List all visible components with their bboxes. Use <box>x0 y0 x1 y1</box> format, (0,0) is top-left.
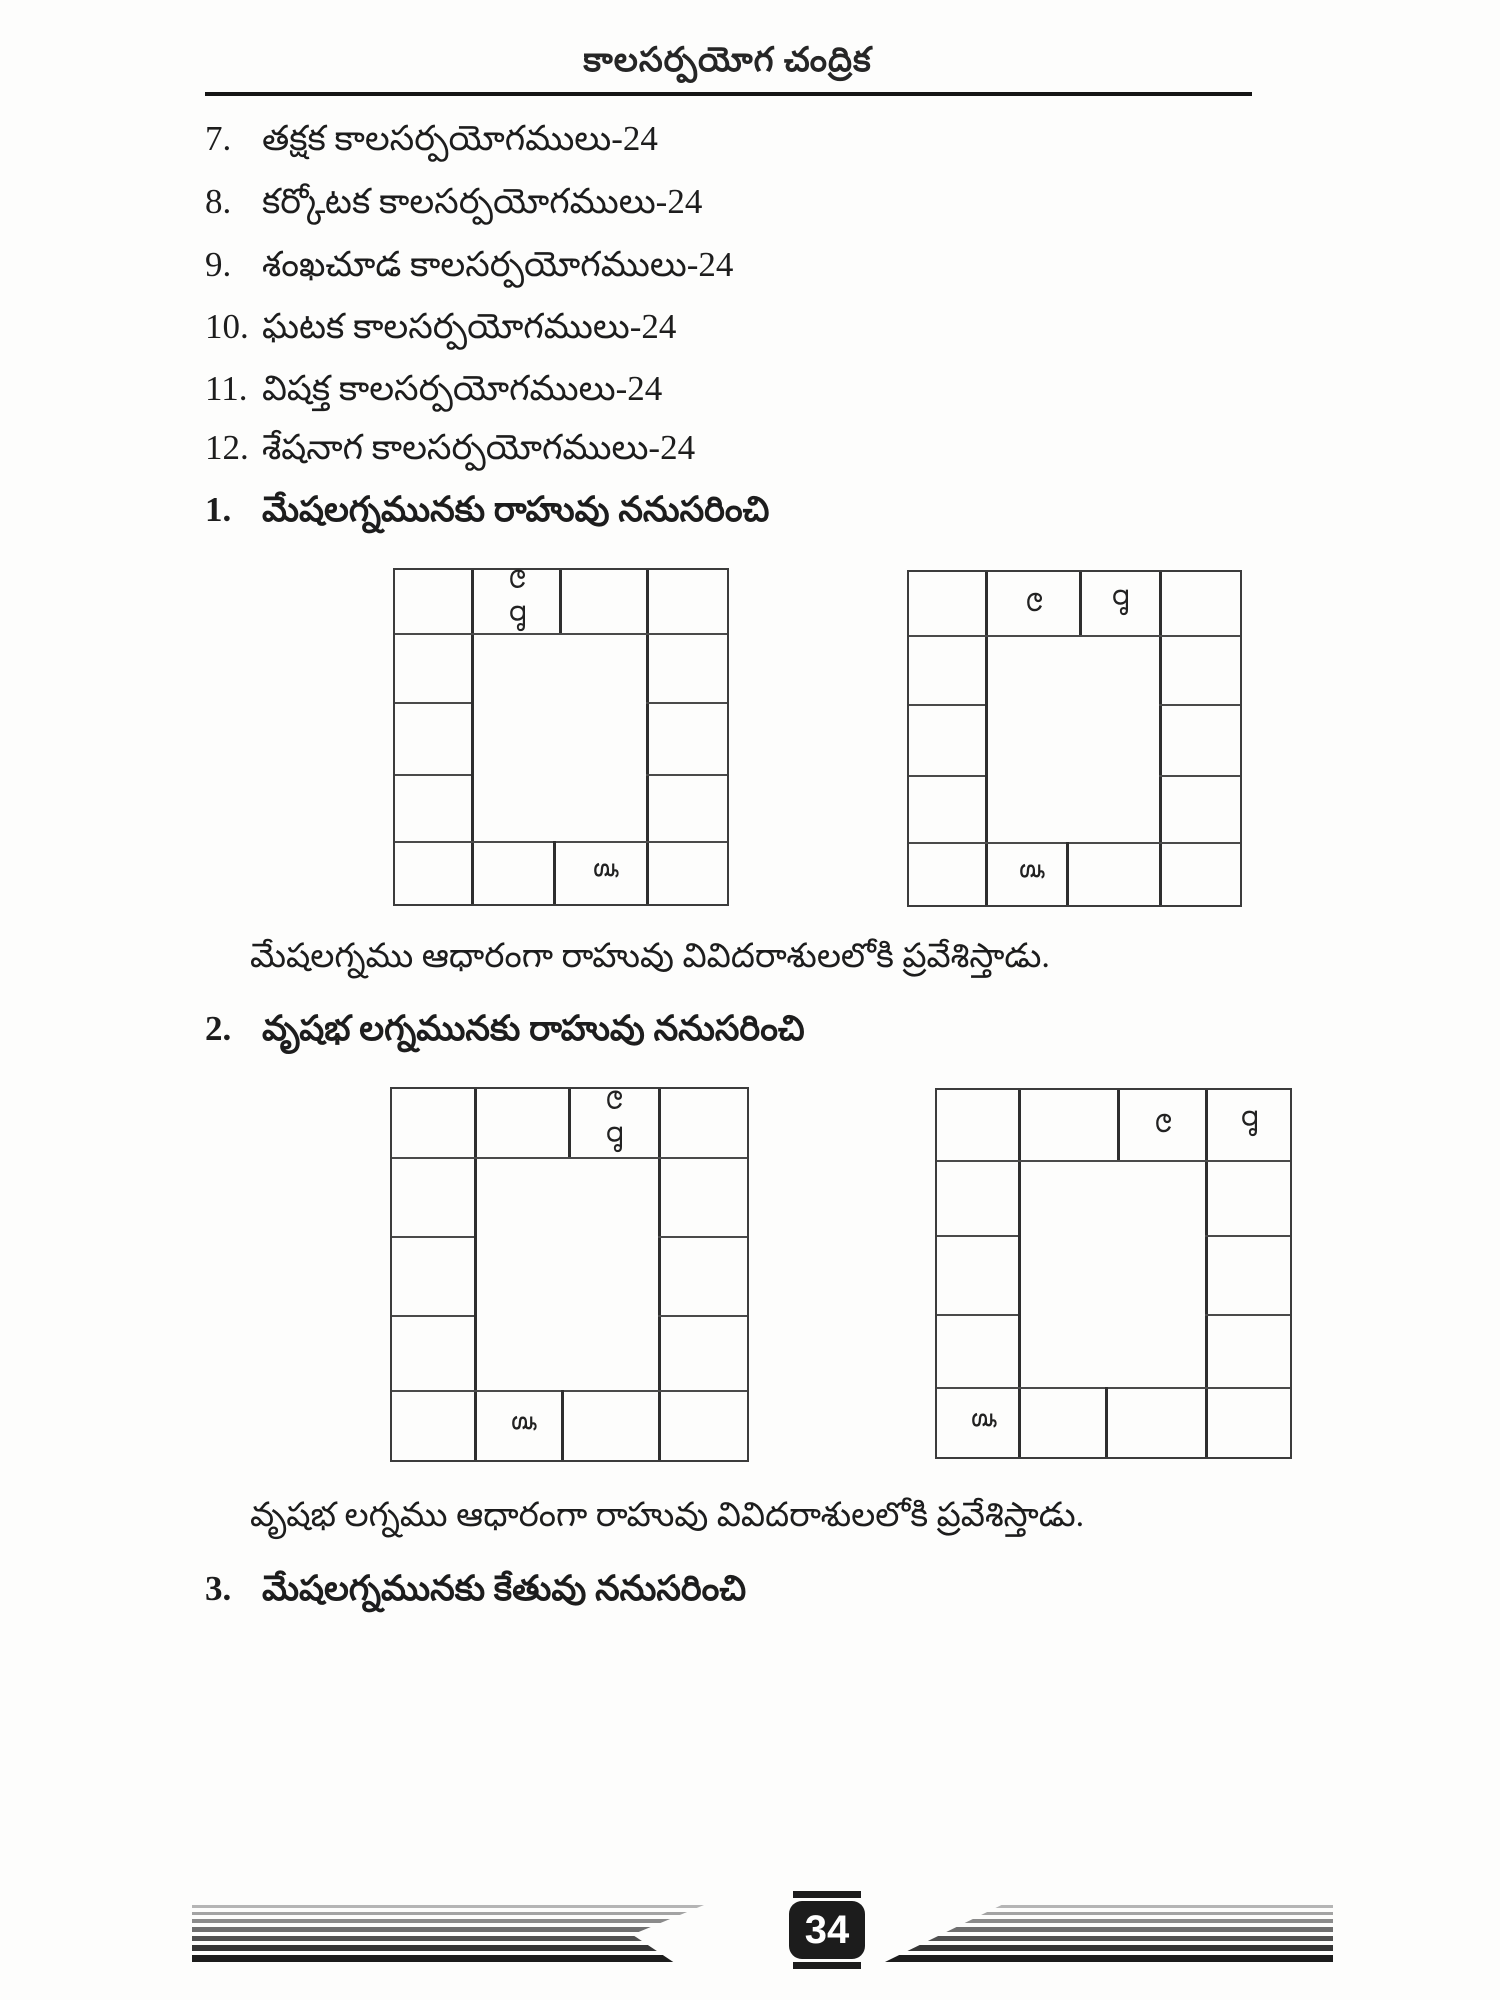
header-rule <box>205 92 1252 96</box>
section-number: 1. <box>205 490 232 529</box>
lagna-rahu-label: ల రా <box>503 568 536 636</box>
toc-item <box>205 181 702 223</box>
section-heading <box>205 1008 805 1050</box>
chart-cell-lagna <box>985 572 1079 635</box>
chart-line <box>937 1160 1290 1162</box>
section-number: 3. <box>205 1569 232 1608</box>
footer-ornament-right <box>885 1905 1333 1962</box>
section-heading-text: వృషభ లగ్నమునకు రాహువు ననుసరించి <box>262 1009 805 1048</box>
footer-stripe <box>885 1919 1333 1923</box>
chart-line <box>909 775 985 777</box>
toc-item-number: 11. <box>205 369 248 408</box>
chart-cell-lagna-rahu <box>568 1089 659 1157</box>
toc-item-text: శేషనాగ కాలసర్పయోగములు-24 <box>262 428 696 467</box>
footer-stripe <box>885 1905 1333 1908</box>
section-heading <box>205 489 769 531</box>
toc-item-text: కర్కోటక కాలసర్పయోగములు-24 <box>262 182 703 221</box>
chart-line <box>1205 1235 1290 1237</box>
footer-stripe <box>885 1927 1333 1932</box>
lagna-label: ల <box>1149 1112 1182 1138</box>
chart-line <box>395 702 471 704</box>
chart-cell-ketu <box>553 841 646 904</box>
chart-line <box>392 1157 747 1159</box>
toc-item-text: విషక్త కాలసర్పయోగములు-24 <box>262 369 663 408</box>
chart-line <box>646 774 727 776</box>
chart-line <box>1159 572 1162 905</box>
chart-line <box>392 1390 747 1392</box>
section-number: 2. <box>205 1009 232 1048</box>
chart-line <box>646 570 649 904</box>
chart-line <box>1159 704 1240 706</box>
chart-line <box>909 704 985 706</box>
rasi-chart-mesha-rahu-left <box>393 568 729 906</box>
chart-line <box>658 1315 747 1317</box>
chart-line <box>658 1089 661 1460</box>
chart-line <box>646 702 727 704</box>
section-heading-text: మేషలగ్నమునకు రాహువు ననుసరించి <box>262 490 770 529</box>
ketu-label: కే <box>505 1415 538 1435</box>
chart-line <box>1066 842 1069 905</box>
footer-stripe <box>885 1955 1333 1962</box>
chart-cell-ketu <box>474 1390 561 1460</box>
rahu-label: రా <box>1235 1109 1268 1141</box>
rahu-label: రా <box>1106 588 1139 620</box>
toc-item <box>205 306 676 348</box>
chart-cell-lagna-rahu <box>471 568 559 636</box>
toc-item <box>205 118 658 160</box>
chart-line <box>1205 1314 1290 1316</box>
chart-line <box>561 1390 564 1461</box>
chart-line <box>909 635 1240 637</box>
ketu-label: కే <box>965 1412 998 1432</box>
page-title: కాలసర్పయోగ చంద్రిక <box>583 42 872 79</box>
page-number-badge <box>789 1901 865 1959</box>
toc-item-text: తక్షక కాలసర్పయోగములు-24 <box>262 119 658 158</box>
footer-stripe <box>885 1945 1333 1951</box>
footer-stripe <box>192 1912 704 1915</box>
toc-item-text: ఘటక కాలసర్పయోగములు-24 <box>262 307 677 346</box>
chart-line <box>392 1236 474 1238</box>
chart-line <box>395 633 727 635</box>
footer-stripe <box>192 1919 704 1923</box>
lagna-rahu-label: ల రా <box>600 1089 633 1157</box>
chart-line <box>1159 775 1240 777</box>
toc-item-number: 12. <box>205 428 249 467</box>
toc-item-number: 10. <box>205 307 249 346</box>
chart-line <box>392 1315 474 1317</box>
chart-line <box>909 842 1240 844</box>
chart-cell-ketu <box>985 842 1066 905</box>
chart-line <box>658 1236 747 1238</box>
toc-item-number: 7. <box>205 119 232 158</box>
chart-caption: మేషలగ్నము ఆధారంగా రాహువు వివిదరాశులలోకి ప్రవేశిస్తాడు. <box>250 938 1050 975</box>
toc-item <box>205 427 695 469</box>
chart-cell-rahu <box>1079 572 1159 635</box>
chart-cell-lagna <box>1117 1090 1205 1160</box>
toc-item-text: శంఖచూడ కాలసర్పయోగములు-24 <box>262 245 734 284</box>
footer-stripe <box>192 1945 704 1951</box>
footer-stripe <box>192 1905 704 1908</box>
footer-stripe <box>192 1936 704 1941</box>
toc-item <box>205 368 662 410</box>
page-number: 34 <box>804 1907 850 1952</box>
ketu-label: కే <box>587 862 620 882</box>
section-heading-text: మేషలగ్నమునకు కేతువు ననుసరించి <box>262 1569 747 1608</box>
footer-stripe <box>885 1912 1333 1915</box>
toc-item-number: 8. <box>205 182 232 221</box>
footer-stripe <box>192 1955 704 1962</box>
rasi-chart-vrushabha-rahu-right <box>935 1088 1292 1459</box>
chart-caption: వృషభ లగ్నము ఆధారంగా రాహువు వివిదరాశులలోకి ప్రవేశిస్తాడు. <box>250 1497 1085 1534</box>
rasi-chart-vrushabha-rahu-left <box>390 1087 749 1462</box>
ketu-label: కే <box>1013 863 1046 883</box>
rasi-chart-mesha-rahu-right <box>907 570 1242 907</box>
toc-item-number: 9. <box>205 245 232 284</box>
footer-stripe <box>885 1936 1333 1941</box>
chart-line <box>559 570 562 633</box>
section-heading <box>205 1568 746 1610</box>
footer-ornament-left <box>192 1905 704 1962</box>
lagna-label: ల <box>1019 591 1052 616</box>
chart-line <box>937 1314 1018 1316</box>
footer-stripe <box>192 1927 704 1932</box>
toc-item <box>205 244 733 286</box>
chart-line <box>937 1235 1018 1237</box>
chart-line <box>1105 1387 1108 1457</box>
chart-cell-rahu <box>1205 1090 1290 1160</box>
chart-line <box>395 774 471 776</box>
chart-line <box>1018 1090 1021 1457</box>
chart-cell-ketu <box>937 1387 1018 1457</box>
